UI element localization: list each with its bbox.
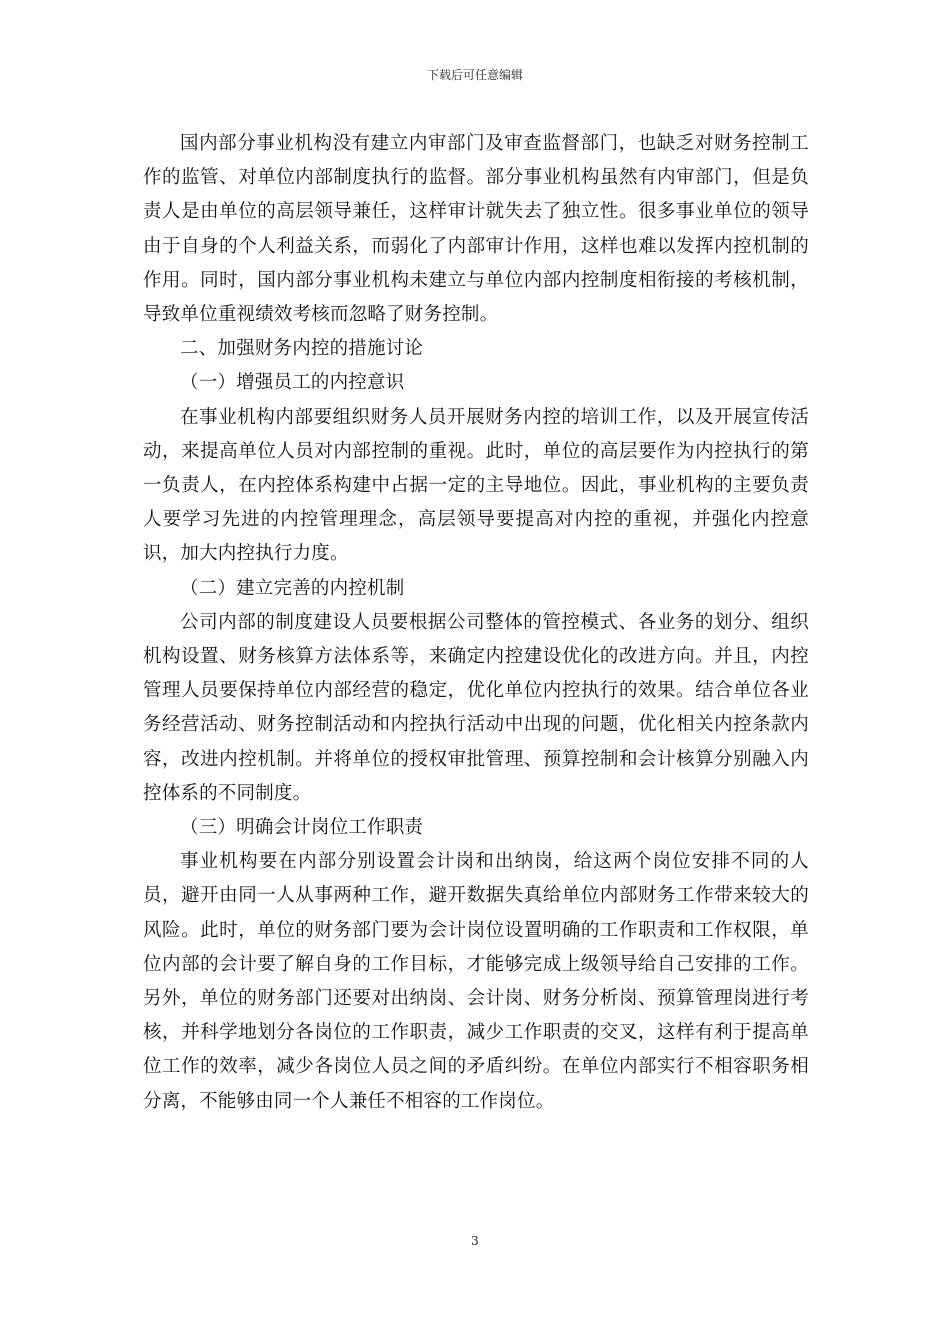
subheading-mechanism: （二）建立完善的内控机制 [180,577,405,599]
paragraph-responsibilities: 事业机构要在内部分别设置会计岗和出纳岗，给这两个岗位安排不同的人员，避开由同一人从事两种工作，避开数据失真给单位内部财务工作带来较大的风险。此时，单位的财务部门要为会计岗位设置明确的工作职责和工作权限，单位内部的会计要了解自身的工作目标，才能够完成上级领导给自己安排的工作。另外，单位的财务部门还要对出纳岗、会计岗、财务分析岗、预算管理岗进行考核，并科学地划分各岗位的工作职责，减少工作职责的交叉，这样有利于提高单位工作的效率，减少各岗位人员之间的矛盾纠纷。在单位内部实行不相容职务相分离，不能够由同一个人兼任不相容的工作岗位。 [143,851,809,1112]
subheading-responsibilities: （三）明确会计岗位工作职责 [180,817,424,839]
page-number: 3 [471,1234,479,1248]
document-body [143,127,809,1119]
paragraph-audit-supervision: 国内部分事业机构没有建立内审部门及审查监督部门，也缺乏对财务控制工作的监管、对单位内部制度执行的监督。部分事业机构虽然有内审部门，但是负责人是由单位的高层领导兼任，这样审计就失去了独立性。很多事业单位的领导由于自身的个人利益关系，而弱化了内部审计作用，这样也难以发挥内控机制的作用。同时，国内部分事业机构未建立与单位内部内控制度相衔接的考核机制，导致单位重视绩效考核而忽略了财务控制。 [143,133,809,326]
section-heading-measures: 二、加强财务内控的措施讨论 [180,338,424,360]
subheading-awareness: （一）增强员工的内控意识 [180,372,405,394]
page-header: 下载后可任意编辑 [426,68,523,82]
paragraph-awareness: 在事业机构内部要组织财务人员开展财务内控的培训工作，以及开展宣传活动，来提高单位人员对内部控制的重视。此时，单位的高层要作为内控执行的第一负责人，在内控体系构建中占据一定的主导地位。因此，事业机构的主要负责人要学习先进的内控管理理念，高层领导要提高对内控的重视，并强化内控意识，加大内控执行力度。 [143,406,809,565]
paragraph-mechanism: 公司内部的制度建设人员要根据公司整体的管控模式、各业务的划分、组织机构设置、财务核算方法体系等，来确定内控建设优化的改进方向。并且，内控管理人员要保持单位内部经营的稳定，优化单位内控执行的效果。结合单位各业务经营活动、财务控制活动和内控执行活动中出现的问题，优化相关内控条款内容，改进内控机制。并将单位的授权审批管理、预算控制和会计核算分别融入内控体系的不同制度。 [143,611,809,804]
